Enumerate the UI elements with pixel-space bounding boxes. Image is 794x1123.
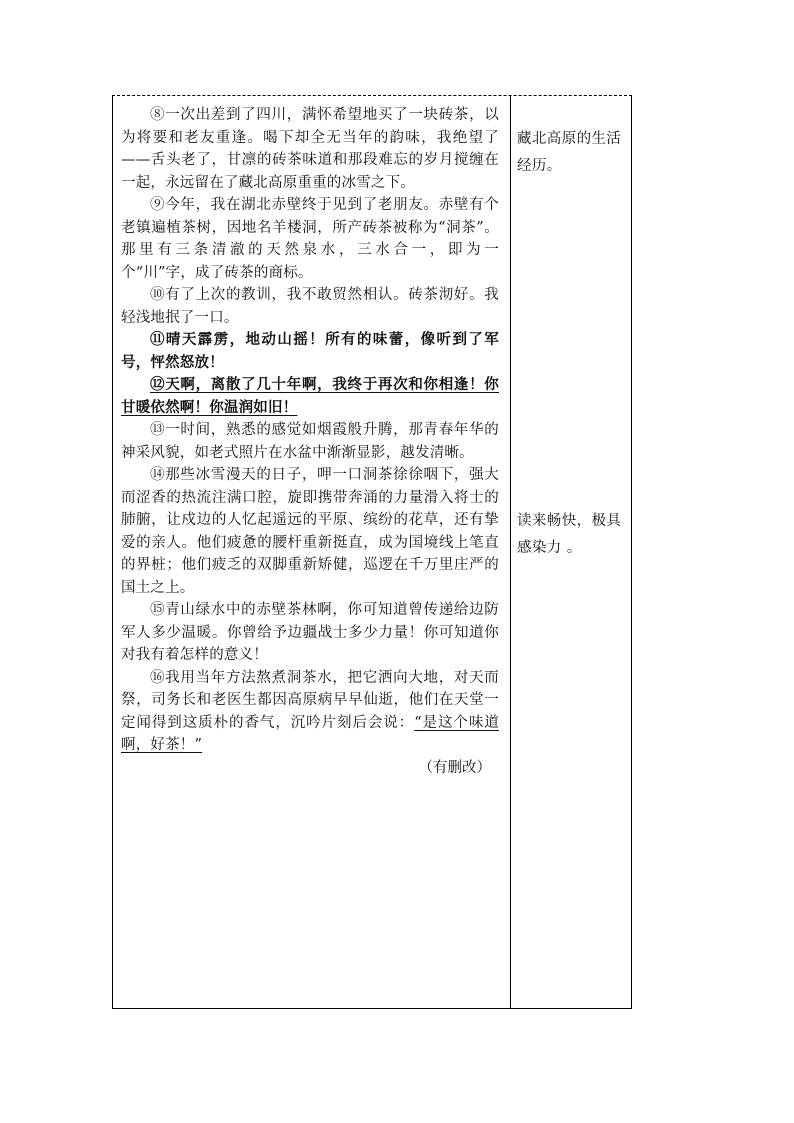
article-text-cell xyxy=(113,96,510,779)
paragraph-16 xyxy=(121,667,499,757)
paragraph-12-underlined-text: ⑫天啊，离散了几十年啊，我终于再次和你相逢！你甘暖依然啊！你温润如旧！ xyxy=(121,376,499,416)
paragraph-13: ⑬一时间，熟悉的感觉如烟霞般升腾，那青春年华的神采风貌，如老式照片在水盆中渐渐显影，越发清晰。 xyxy=(121,422,499,461)
source-note: （有删改） xyxy=(418,759,491,776)
annotation-note-2: 读来畅快，极具感染力 。 xyxy=(517,513,622,556)
annotation-cell xyxy=(511,96,633,1008)
annotation-note-1: 藏北高原的生活经历。 xyxy=(517,131,622,174)
paragraph-12 xyxy=(121,374,499,419)
paragraph-15: ⑮青山绿水中的赤壁茶林啊，你可知道曾传递给边防军人多少温暖。你曾给予边疆战士多少力量！你可知道你对我有着怎样的意义！ xyxy=(121,602,499,663)
paragraph-16-main-text: ⑯我用当年方法熬煮洞茶水，把它洒向大地，对天而祭，司务长和老医生都因高原病早早仙逝，他们在天堂一定闻得到这质朴的香气，沉吟片刻后会说： xyxy=(121,669,499,731)
reading-annotation-table xyxy=(112,95,632,1009)
paragraph-9: ⑨今年，我在湖北赤壁终于见到了老朋友。赤壁有个老镇遍植茶树，因地名羊楼洞，所产砖茶被称为“洞茶”。那里有三条清澈的天然泉水，三水合一，即为一个“川”字，成了砖茶的商标。 xyxy=(121,197,499,281)
paragraph-8: ⑧一次出差到了四川，满怀希望地买了一块砖茶，以为将要和老友重逢。喝下却全无当年的韵味，我绝望了——舌头老了，甘凛的砖茶味道和那段难忘的岁月搅缠在一起，永远留在了藏北高原重重的冰雪之下。 xyxy=(121,107,499,191)
paragraph-14: ⑭那些冰雪漫天的日子，呷一口洞茶徐徐咽下，强大而涩香的热流注满口腔，旋即携带奔涌的力量滑入将士的肺腑，让戍边的人忆起遥远的平原、缤纷的花草，还有挚爱的亲人。他们疲惫的腰杆重新挺直，成为国境线上笔直的界桩；他们疲乏的双脚重新矫健，巡逻在千万里庄严的国土之上。 xyxy=(121,467,499,596)
paragraph-11: ⑪晴天霹雳，地动山摇！所有的味蕾，像听到了军号，怦然怒放！ xyxy=(121,331,499,371)
paragraph-16-quote: “是这个味道啊，好茶！” xyxy=(121,714,499,753)
paragraph-10: ⑩有了上次的教训，我不敢贸然相认。砖茶沏好。我轻浅地抿了一口。 xyxy=(121,287,499,326)
